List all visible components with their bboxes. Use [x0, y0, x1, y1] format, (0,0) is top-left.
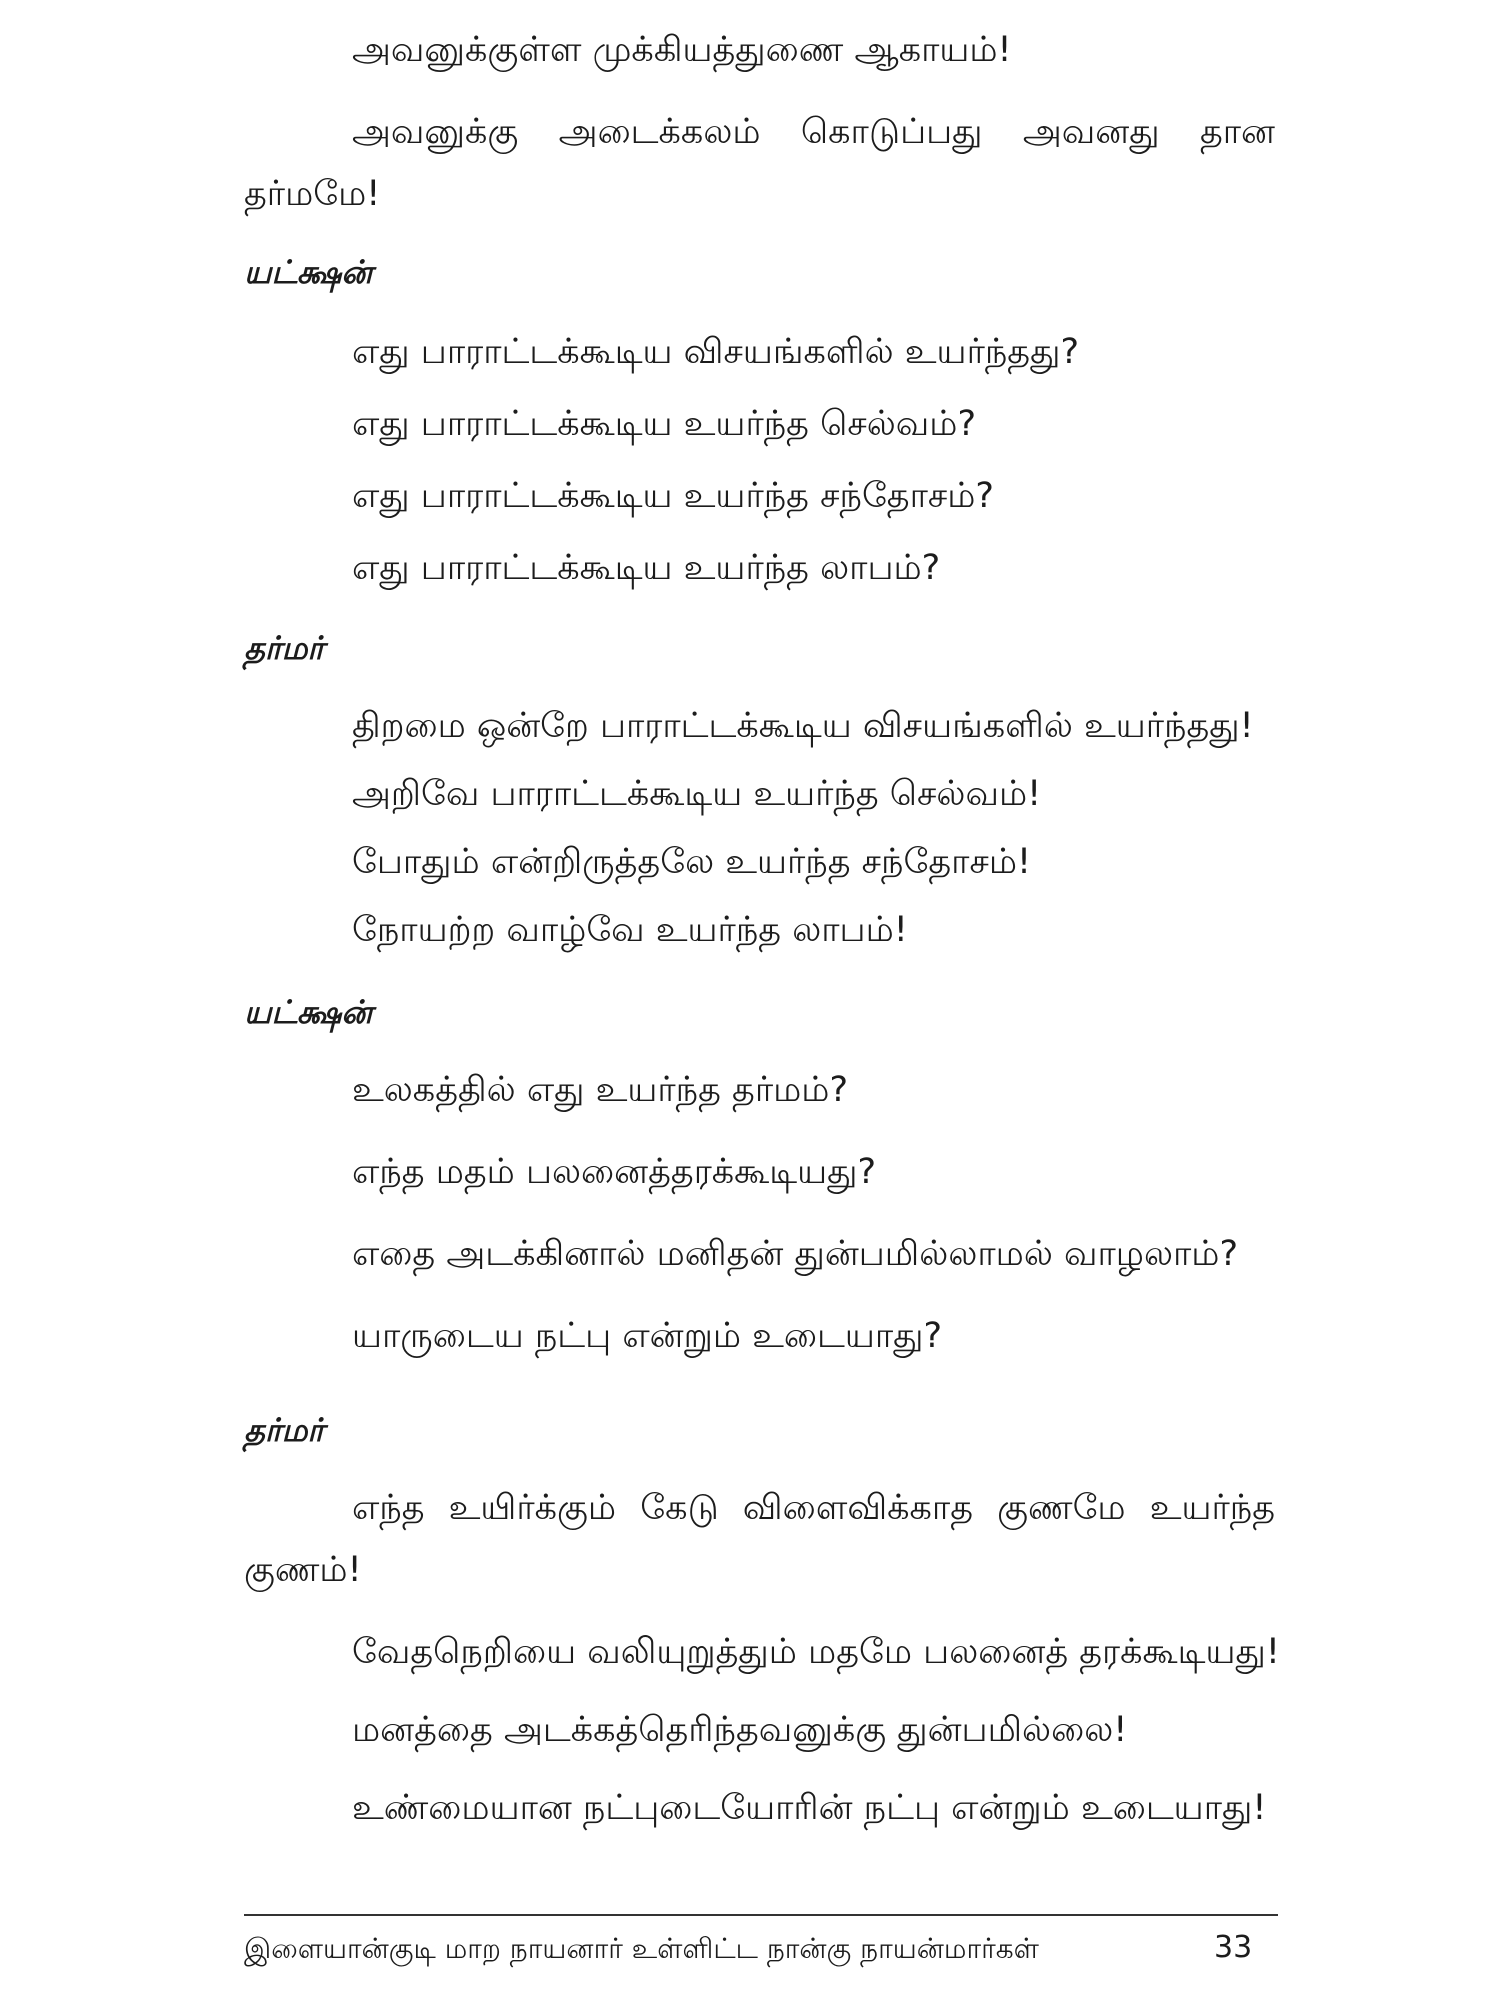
question-line: எதை அடக்கினால் மனிதன் துன்பமில்லாமல் வாழலாம்?: [352, 1234, 1239, 1274]
answer-line: நோயற்ற வாழ்வே உயர்ந்த லாபம்!: [352, 910, 908, 950]
paragraph-continuation: குணம்!: [244, 1550, 362, 1590]
question-line: யாருடைய நட்பு என்றும் உடையாது?: [352, 1316, 943, 1356]
speaker-heading: யட்க்ஷன்: [244, 253, 373, 291]
footer-divider: [244, 1914, 1278, 1916]
paragraph-line: எந்த உயிர்க்கும் கேடு விளைவிக்காத குணமே உயர்ந்த: [352, 1488, 1275, 1528]
speaker-heading: தர்மர்: [244, 629, 325, 667]
answer-line: வேதநெறியை வலியுறுத்தும் மதமே பலனைத் தரக்கூடியது!: [352, 1632, 1280, 1672]
question-line: எது பாராட்டக்கூடிய விசயங்களில் உயர்ந்தது?: [352, 332, 1080, 372]
answer-line: அறிவே பாராட்டக்கூடிய உயர்ந்த செல்வம்!: [352, 774, 1042, 814]
question-line: எது பாராட்டக்கூடிய உயர்ந்த சந்தோசம்?: [352, 476, 994, 516]
page-number: 33: [1214, 1930, 1253, 1965]
speaker-heading: யட்க்ஷன்: [244, 993, 373, 1031]
paragraph-continuation: தர்மமே!: [244, 174, 381, 214]
question-line: எது பாராட்டக்கூடிய உயர்ந்த செல்வம்?: [352, 404, 977, 444]
answer-line: உண்மையான நட்புடையோரின் நட்பு என்றும் உடையாது!: [352, 1788, 1267, 1828]
question-line: எது பாராட்டக்கூடிய உயர்ந்த லாபம்?: [352, 548, 941, 588]
text-line: அவனுக்குள்ள முக்கியத்துணை ஆகாயம்!: [352, 30, 1012, 70]
answer-line: மனத்தை அடக்கத்தெரிந்தவனுக்கு துன்பமில்லை!: [352, 1710, 1128, 1750]
answer-line: திறமை ஒன்றே பாராட்டக்கூடிய விசயங்களில் உயர்ந்தது!: [352, 706, 1254, 746]
question-line: எந்த மதம் பலனைத்தரக்கூடியது?: [352, 1152, 877, 1192]
speaker-heading: தர்மர்: [244, 1411, 325, 1449]
answer-line: போதும் என்றிருத்தலே உயர்ந்த சந்தோசம்!: [352, 842, 1032, 882]
paragraph-line: அவனுக்கு அடைக்கலம் கொடுப்பது அவனது தான: [352, 112, 1275, 152]
running-footer-title: இளையான்குடி மாற நாயனார் உள்ளிட்ட நான்கு நாயன்மார்கள்: [244, 1932, 1039, 1965]
question-line: உலகத்தில் எது உயர்ந்த தர்மம்?: [352, 1070, 849, 1110]
